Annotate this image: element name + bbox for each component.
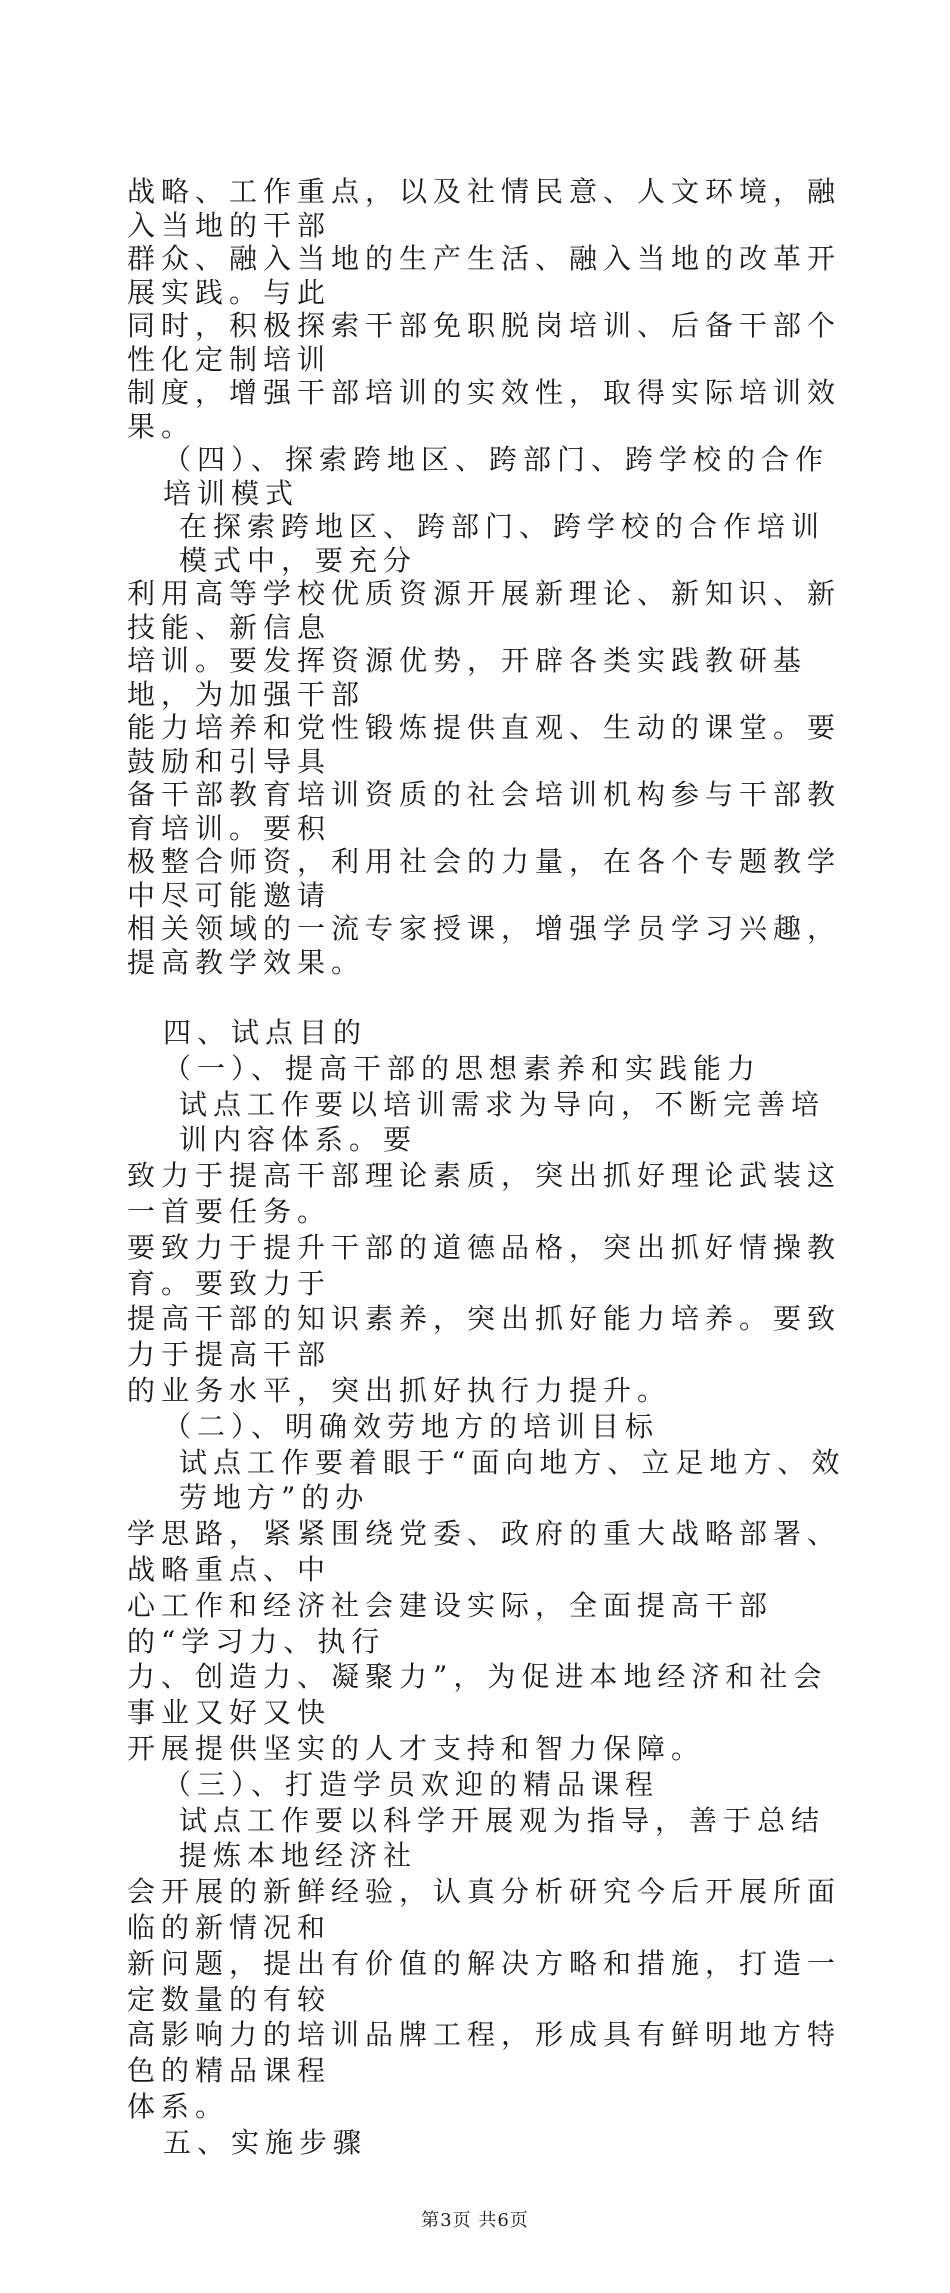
text-line: 心工作和经济社会建设实际，全面提高干部的“学习力、执行: [127, 1588, 774, 1658]
text-line: 要致力于提升干部的道德品格，突出抓好情操教育。要致力于: [127, 1230, 842, 1300]
text-line: 学思路，紧紧围绕党委、政府的重大战略部署、战略重点、中: [127, 1517, 842, 1586]
subheading-3: （三）、打造学员欢迎的精品课程: [163, 1767, 660, 1801]
subheading-2: （二）、明确效劳地方的培训目标: [163, 1409, 660, 1443]
text-line: 利用高等学校优质资源开展新理论、新知识、新技能、新信息: [127, 577, 842, 644]
text-line: 极整合师资，利用社会的力量，在各个专题教学中尽可能邀请: [127, 845, 842, 912]
text-line: 试点工作要以科学开展观为指导，善于总结提炼本地经济社: [179, 1803, 826, 1873]
subheading-cooperative-training: （四）、探索跨地区、跨部门、跨学校的合作培训模式: [163, 443, 830, 510]
subheading-1: （一）、提高干部的思想素养和实践能力: [163, 1051, 762, 1085]
page-number-footer: 第3页 共6页: [421, 2209, 529, 2231]
text-line: 开展提供坚实的人才支持和智力保障。: [127, 1731, 706, 1765]
document-section-pilot-goals: [127, 1015, 857, 2161]
text-line: 会开展的新鲜经验，认真分析研究今后开展所面临的新情况和: [127, 1875, 842, 1944]
text-line: 制度，增强干部培训的实效性，取得实际培训效果。: [127, 376, 842, 443]
section-heading-pilot-goals: 四、试点目的: [163, 1016, 368, 1049]
text-line: 备干部教育培训资质的社会培训机构参与干部教育培训。要积: [127, 778, 842, 845]
document-section-strategy: [127, 175, 857, 979]
paragraph-cooperative-training: [127, 510, 857, 979]
text-line: 的业务水平，突出抓好执行力提升。: [127, 1373, 672, 1407]
text-line: 高影响力的培训品牌工程，形成具有鲜明地方特色的精品课程: [127, 2018, 842, 2088]
text-line: 战略、工作重点，以及社情民意、人文环境，融入当地的干部: [127, 175, 842, 242]
paragraph-2: [127, 1445, 857, 1767]
section-heading-implementation-steps: 五、实施步骤: [163, 2125, 368, 2159]
text-line: 相关领域的一流专家授课，增强学员学习兴趣，提高教学效果。: [127, 912, 842, 979]
text-line: 新问题，提出有价值的解决方略和措施，打造一定数量的有较: [127, 1946, 842, 2016]
text-line: 力、创造力、凝聚力”，为促进本地经济和社会事业又好又快: [127, 1660, 828, 1730]
text-line: 体系。: [127, 2089, 230, 2123]
text-line: 群众、融入当地的生产生活、融入当地的改革开展实践。与此: [127, 242, 842, 309]
paragraph-continued: [127, 175, 857, 443]
text-line: 在探索跨地区、跨部门、跨学校的合作培训模式中，要充分: [179, 510, 826, 577]
text-line: 致力于提高干部理论素质，突出抓好理论武装这一首要任务。: [127, 1159, 842, 1228]
text-line: 能力培养和党性锻炼提供直观、生动的课堂。要鼓励和引导具: [127, 711, 842, 778]
text-line: 试点工作要以培训需求为导向，不断完善培训内容体系。要: [179, 1087, 826, 1157]
paragraph-1: [127, 1087, 857, 1409]
text-line: 培训。要发挥资源优势，开辟各类实践教研基地，为加强干部: [127, 644, 808, 711]
text-line: 试点工作要着眼于“面向地方、立足地方、效劳地方”的办: [179, 1445, 846, 1515]
text-line: 同时，积极探索干部免职脱岗培训、后备干部个性化定制培训: [127, 309, 842, 376]
text-line: 提高干部的知识素养，突出抓好能力培养。要致力于提高干部: [127, 1302, 842, 1372]
paragraph-3: [127, 1803, 857, 2125]
